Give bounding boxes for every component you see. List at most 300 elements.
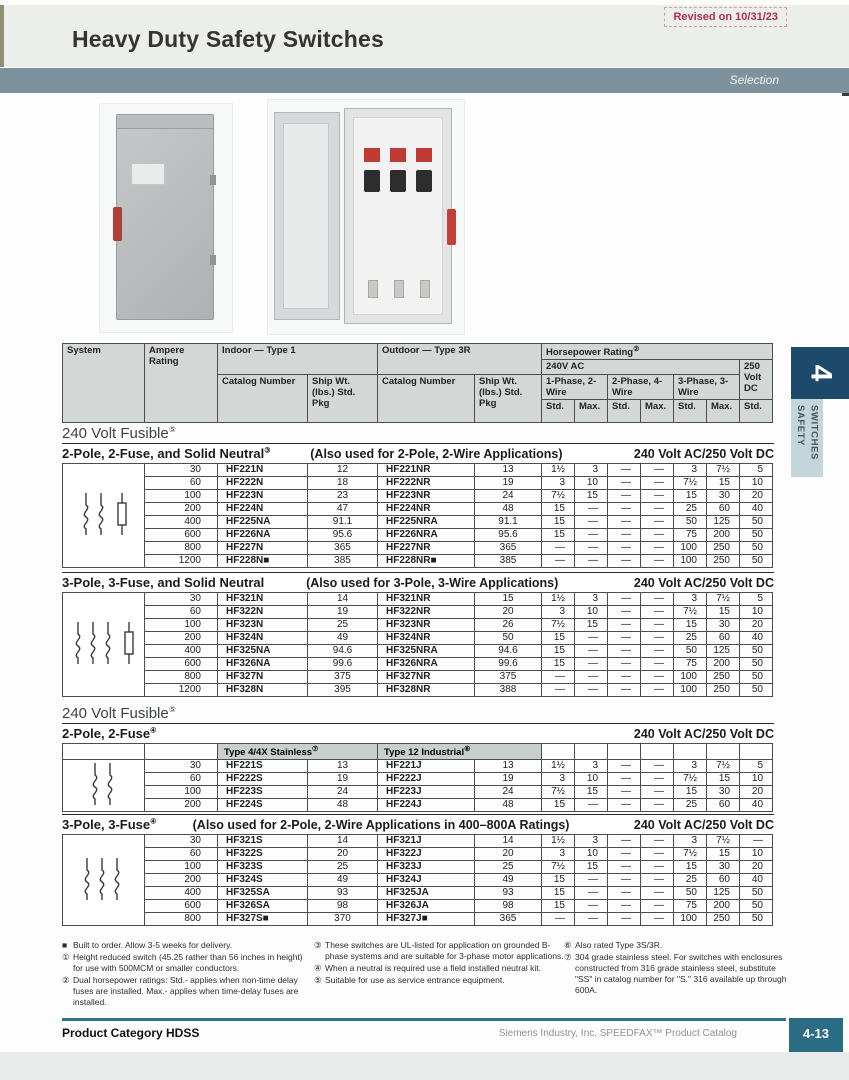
cell: — [641, 464, 674, 477]
catalog-number-cell: HF222S [218, 773, 308, 786]
cell: 10 [740, 848, 773, 861]
catalog-number-cell: HF321NR [378, 593, 475, 606]
pole-schematic-icon [78, 856, 129, 902]
ratings-table-3pole-3fuse [62, 834, 773, 926]
heading-text: 240 Volt Fusible [62, 425, 169, 443]
cell: 400 [145, 516, 218, 529]
cell: 48 [308, 799, 378, 812]
cell: 400 [145, 887, 218, 900]
cell: — [641, 658, 674, 671]
cell: 3 [575, 760, 608, 773]
catalog-number-cell: HF226NRA [378, 529, 475, 542]
cell: 365 [308, 542, 378, 555]
selection-bar [0, 68, 849, 93]
cell: 60 [145, 773, 218, 786]
cell: — [641, 799, 674, 812]
table-row [63, 900, 773, 913]
enclosure-door [274, 112, 340, 320]
cell: 24 [475, 786, 542, 799]
cell: 94.6 [308, 645, 378, 658]
cell: 50 [740, 658, 773, 671]
col-header-system: System [63, 344, 145, 423]
cell: 15 [575, 786, 608, 799]
cell: — [641, 913, 674, 926]
cell: 94.6 [475, 645, 542, 658]
cell: 250 [707, 671, 740, 684]
catalog-number-cell: HF224S [218, 799, 308, 812]
footnote [314, 975, 564, 986]
footnote-ref: ⑦ [312, 746, 319, 754]
catalog-number-cell: HF228N■ [218, 555, 308, 568]
footnote-ref: ③ [264, 447, 271, 455]
cell: — [641, 835, 674, 848]
cell: 50 [740, 529, 773, 542]
ratings-table-3pole-3fuse-neutral [62, 592, 773, 697]
cell: 25 [475, 861, 542, 874]
cell: — [608, 887, 641, 900]
switch-blade [364, 148, 380, 162]
cell: 15 [542, 503, 575, 516]
cell: 7½ [707, 464, 740, 477]
cell [542, 744, 575, 760]
cell: 100 [674, 555, 707, 568]
footnotes [62, 940, 790, 1009]
page-number-badge: 4-13 [789, 1018, 843, 1062]
cell: 7½ [707, 835, 740, 848]
cell: 10 [740, 773, 773, 786]
section-title-text: 3-Pole, 3-Fuse, and Solid Neutral [62, 575, 265, 591]
table-row [63, 671, 773, 684]
enclosure-type-row [63, 744, 773, 760]
catalog-number-cell: HF223J [378, 786, 475, 799]
catalog-number-cell: HF326JA [378, 900, 475, 913]
wire-lug [420, 280, 430, 298]
enclosure-label [131, 163, 165, 185]
cell: 7½ [542, 786, 575, 799]
catalog-number-cell: HF326SA [218, 900, 308, 913]
table-row [63, 464, 773, 477]
cell: 98 [308, 900, 378, 913]
cell: 30 [145, 593, 218, 606]
catalog-number-cell: HF221N [218, 464, 308, 477]
footnote-column [314, 940, 564, 1009]
cell: — [641, 773, 674, 786]
catalog-number-cell: HF222N [218, 477, 308, 490]
cell: 3 [674, 593, 707, 606]
catalog-number-cell: HF323S [218, 861, 308, 874]
system-schematic [63, 593, 145, 697]
footnote-ref: ④ [150, 727, 157, 735]
cell: 15 [542, 887, 575, 900]
section-title-text: 3-Pole, 3-Fuse [62, 817, 151, 833]
fuse-holder [390, 170, 406, 192]
catalog-number-cell: HF224J [378, 799, 475, 812]
catalog-number-cell: HF324J [378, 874, 475, 887]
cell: 125 [707, 645, 740, 658]
cell: — [608, 786, 641, 799]
cell: 75 [674, 529, 707, 542]
cell: 15 [674, 786, 707, 799]
section-title [62, 726, 156, 741]
section-bar-3pole-neutral [62, 572, 774, 592]
cell: 200 [145, 874, 218, 887]
cell: 1200 [145, 684, 218, 697]
cell: 30 [707, 490, 740, 503]
cell: 25 [308, 861, 378, 874]
cell: 15 [542, 874, 575, 887]
cell: — [641, 900, 674, 913]
table-row [63, 542, 773, 555]
catalog-number-cell: HF325NA [218, 645, 308, 658]
cell: 25 [674, 799, 707, 812]
cell: 15 [575, 490, 608, 503]
table-row [63, 913, 773, 926]
col-header-240vac: 240V AC [542, 360, 740, 375]
cell: 15 [542, 516, 575, 529]
cell: 50 [740, 684, 773, 697]
cell: 600 [145, 658, 218, 671]
section-title [62, 446, 271, 461]
switch-enclosure [116, 114, 214, 320]
cell: 100 [674, 542, 707, 555]
cell [575, 744, 608, 760]
cell: 15 [542, 900, 575, 913]
wire-lug [394, 280, 404, 298]
horsepower-label: Horsepower Rating [546, 347, 634, 359]
catalog-number-cell: HF327S■ [218, 913, 308, 926]
cell: 99.6 [475, 658, 542, 671]
cell: — [608, 464, 641, 477]
cell: 60 [707, 874, 740, 887]
cell: 15 [542, 799, 575, 812]
footnote-text: These switches are UL-listed for application on grounded B-phase systems and are suitable for 3-phase motor applications. [325, 940, 564, 962]
enclosure-latch [210, 175, 216, 185]
section-heading [62, 423, 774, 443]
cell: 60 [145, 477, 218, 490]
catalog-number-cell: HF323N [218, 619, 308, 632]
footnote-text: Dual horsepower ratings: Std.- applies when non-time delay fuses are installed. Max.- applies when time-delay fuses are installed. [73, 975, 299, 1008]
cell: 7½ [674, 477, 707, 490]
cell: — [641, 671, 674, 684]
catalog-number-cell: HF321S [218, 835, 308, 848]
catalog-number-cell: HF221S [218, 760, 308, 773]
cell: 125 [707, 887, 740, 900]
cell: 15 [575, 619, 608, 632]
section-title [62, 575, 264, 590]
cell: — [608, 490, 641, 503]
cell [641, 744, 674, 760]
col-header-1phase: 1-Phase, 2-Wire [542, 375, 608, 400]
catalog-number-cell: HF222NR [378, 477, 475, 490]
col-header-2phase: 2-Phase, 4-Wire [608, 375, 674, 400]
cell: — [608, 900, 641, 913]
switch-handle [447, 209, 456, 245]
cell [608, 744, 641, 760]
cell: — [608, 477, 641, 490]
cell: 7½ [542, 619, 575, 632]
cell: 125 [707, 516, 740, 529]
table-row [63, 861, 773, 874]
cell: — [608, 503, 641, 516]
cell: 30 [145, 760, 218, 773]
cell: 18 [308, 477, 378, 490]
footnote-text: 304 grade stainless steel. For switches with enclosures constructed from 316 grade stainless steel, substitute "SS" in catalog number for "S." 316 available up through 600A. [575, 952, 787, 996]
footnote-marker: ■ [62, 940, 68, 950]
cell: 600 [145, 900, 218, 913]
table-row [63, 848, 773, 861]
cell: — [542, 671, 575, 684]
footnote-text: Also rated Type 3S/3R. [575, 940, 663, 950]
cell: — [608, 632, 641, 645]
table-row [63, 658, 773, 671]
footnote-column [62, 940, 314, 1009]
col-header-max: Max. [575, 400, 608, 423]
footnote [314, 940, 564, 962]
catalog-number-cell: HF322NR [378, 606, 475, 619]
catalog-number-cell: HF224N [218, 503, 308, 516]
footer-rule [62, 1018, 786, 1021]
cell: — [608, 529, 641, 542]
cell: 15 [674, 861, 707, 874]
cell: 25 [674, 874, 707, 887]
cell: 370 [308, 913, 378, 926]
cell: — [542, 542, 575, 555]
cell: 395 [308, 684, 378, 697]
cell: 15 [707, 848, 740, 861]
cell: 50 [740, 555, 773, 568]
cell: 375 [308, 671, 378, 684]
cell: — [575, 874, 608, 887]
cell: 60 [145, 848, 218, 861]
cell: 98 [475, 900, 542, 913]
cell: 385 [475, 555, 542, 568]
cell: 60 [707, 632, 740, 645]
cell: 60 [707, 503, 740, 516]
cell: 75 [674, 658, 707, 671]
table-row [63, 874, 773, 887]
cell [145, 744, 218, 760]
cell: 400 [145, 645, 218, 658]
cell: — [641, 490, 674, 503]
col-header-outdoor: Outdoor — Type 3R [378, 344, 542, 375]
cell: 10 [575, 606, 608, 619]
footnote [564, 940, 790, 951]
cell: — [608, 913, 641, 926]
switch-handle [113, 207, 122, 241]
cell: 7½ [674, 848, 707, 861]
table-row [63, 490, 773, 503]
cell: 20 [308, 848, 378, 861]
cell: 14 [308, 835, 378, 848]
enclosure-top [117, 115, 213, 129]
cell: — [641, 555, 674, 568]
cell: — [740, 835, 773, 848]
cell: 40 [740, 799, 773, 812]
catalog-number-cell: HF325SA [218, 887, 308, 900]
section-note: (Also used for 2-Pole, 2-Wire Applications) [310, 446, 563, 461]
cell: 10 [575, 773, 608, 786]
cell: — [641, 619, 674, 632]
col-header-catalog-outdoor: Catalog Number [378, 375, 475, 423]
cell: 13 [475, 464, 542, 477]
cell: 25 [674, 503, 707, 516]
cell: 100 [145, 786, 218, 799]
cell: — [542, 684, 575, 697]
cell: 95.6 [475, 529, 542, 542]
cell: 30 [707, 786, 740, 799]
cell: 48 [475, 799, 542, 812]
catalog-number-cell: HF328NR [378, 684, 475, 697]
cell: 3 [674, 760, 707, 773]
catalog-number-cell: HF227NR [378, 542, 475, 555]
catalog-source: Siemens Industry, Inc. SPEEDFAX™ Product Catalog [498, 1028, 737, 1039]
cell: 30 [145, 464, 218, 477]
cell: 20 [740, 619, 773, 632]
section-voltage: 240 Volt AC/250 Volt DC [633, 726, 774, 741]
cell: 60 [707, 799, 740, 812]
footnote [62, 940, 314, 951]
cell: 20 [740, 786, 773, 799]
cell: — [641, 848, 674, 861]
column-header-table [62, 343, 773, 423]
col-header-max: Max. [641, 400, 674, 423]
cell: 3 [542, 477, 575, 490]
cell: 1½ [542, 593, 575, 606]
cell: 19 [475, 477, 542, 490]
cell: — [608, 542, 641, 555]
cell: — [575, 913, 608, 926]
footnote-ref: ⑤ [168, 705, 176, 715]
cell: 50 [740, 671, 773, 684]
section-voltage: 240 Volt AC/250 Volt DC [633, 817, 774, 832]
door-inner-panel [283, 123, 329, 309]
cell: 3 [542, 606, 575, 619]
cell: 100 [145, 861, 218, 874]
cell: 5 [740, 593, 773, 606]
catalog-number-cell: HF225NA [218, 516, 308, 529]
cell: 95.6 [308, 529, 378, 542]
cell: 375 [475, 671, 542, 684]
cell: 15 [542, 529, 575, 542]
cell: 7½ [707, 593, 740, 606]
cell: — [641, 645, 674, 658]
cell: 50 [674, 887, 707, 900]
cell: 7½ [542, 490, 575, 503]
cell: 200 [145, 799, 218, 812]
section-bar-2pole-2fuse [62, 723, 774, 743]
cell: — [641, 477, 674, 490]
cell: 250 [707, 913, 740, 926]
cell: — [575, 645, 608, 658]
ratings-table-2pole-2fuse [62, 743, 773, 812]
catalog-number-cell: HF221NR [378, 464, 475, 477]
cell: 100 [145, 490, 218, 503]
cell: 3 [575, 464, 608, 477]
cell: 250 [707, 555, 740, 568]
cell: 14 [308, 593, 378, 606]
table-row [63, 632, 773, 645]
catalog-number-cell: HF322J [378, 848, 475, 861]
cell: — [575, 658, 608, 671]
section-title [62, 817, 156, 832]
cell: 49 [308, 874, 378, 887]
cell: 50 [674, 516, 707, 529]
cell: 3 [542, 773, 575, 786]
fuse-holder [364, 170, 380, 192]
cell: 50 [740, 516, 773, 529]
cell: 50 [475, 632, 542, 645]
cell: 800 [145, 913, 218, 926]
section-title-text: 2-Pole, 2-Fuse, and Solid Neutral [62, 446, 265, 462]
cell: 800 [145, 671, 218, 684]
footnote [564, 952, 790, 996]
cell: 3 [542, 848, 575, 861]
cell: — [641, 542, 674, 555]
cell: 15 [674, 619, 707, 632]
cell: 47 [308, 503, 378, 516]
catalog-number-cell: HF223S [218, 786, 308, 799]
cell: 10 [740, 606, 773, 619]
col-header-horsepower [542, 344, 773, 360]
system-schematic [63, 835, 145, 926]
cell: 385 [308, 555, 378, 568]
catalog-number-cell: HF327J■ [378, 913, 475, 926]
cell: 50 [740, 887, 773, 900]
cell: 3 [674, 835, 707, 848]
cell: — [575, 542, 608, 555]
cell: — [608, 874, 641, 887]
cell: 100 [674, 913, 707, 926]
cell: 100 [674, 671, 707, 684]
cell: 13 [308, 760, 378, 773]
cell: — [542, 555, 575, 568]
table-row [63, 760, 773, 773]
cell: 200 [707, 900, 740, 913]
cell: 7½ [542, 861, 575, 874]
cell: 20 [475, 848, 542, 861]
cell: 93 [308, 887, 378, 900]
table-row [63, 555, 773, 568]
table-row [63, 684, 773, 697]
footnote-marker: ⑤ [314, 975, 322, 986]
cell: 15 [707, 773, 740, 786]
cell: 1½ [542, 760, 575, 773]
cell: — [641, 786, 674, 799]
table-row [63, 529, 773, 542]
cell: 40 [740, 632, 773, 645]
cell: 10 [575, 477, 608, 490]
catalog-number-cell: HF326NA [218, 658, 308, 671]
cell: — [608, 799, 641, 812]
cell: 7½ [674, 606, 707, 619]
cell: 7½ [707, 760, 740, 773]
cell: 5 [740, 464, 773, 477]
cell: 49 [475, 874, 542, 887]
catalog-number-cell: HF221J [378, 760, 475, 773]
cell: 75 [674, 900, 707, 913]
catalog-number-cell: HF326NRA [378, 658, 475, 671]
table-row [63, 645, 773, 658]
footnote-ref: ② [633, 346, 640, 353]
cell: — [608, 835, 641, 848]
cell: — [608, 848, 641, 861]
section-voltage: 240 Volt AC/250 Volt DC [633, 575, 774, 590]
footnote-marker: ④ [314, 963, 322, 974]
cell: — [608, 671, 641, 684]
product-photo-open-switch [268, 100, 464, 334]
cell: — [575, 900, 608, 913]
cell [740, 744, 773, 760]
